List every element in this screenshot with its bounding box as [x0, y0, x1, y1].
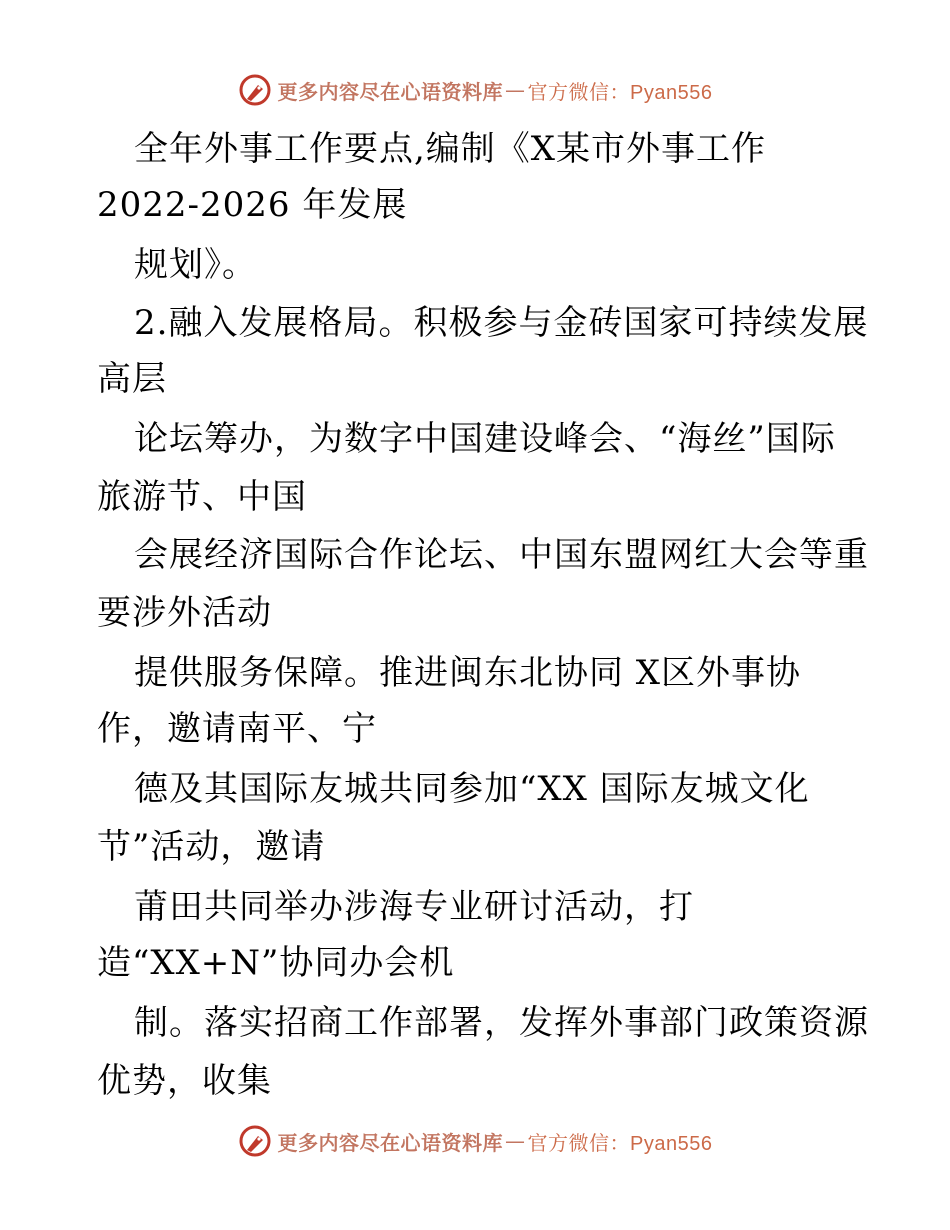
text-line: 要涉外活动	[97, 593, 272, 633]
banner-brand-text: 更多内容尽在心语资料库	[277, 1130, 504, 1155]
text-line: 旅游节、中国	[97, 477, 307, 517]
text-line: 作，邀请南平、宁	[97, 709, 377, 749]
footer-banner	[0, 1121, 950, 1161]
banner-wechat-text: 官方微信：Pyan556	[527, 1132, 713, 1155]
text-line: 莆田共同举办涉海专业研讨活动，打	[134, 887, 694, 927]
text-line: 优势，收集	[97, 1061, 272, 1101]
pen-nib-circle-icon	[238, 1124, 272, 1158]
text-line: 节”活动，邀请	[97, 827, 326, 867]
pen-nib-circle-icon	[238, 73, 272, 107]
banner-dash: —	[505, 78, 526, 102]
text-line: 论坛筹办，为数字中国建设峰会、“海丝”国际	[134, 419, 836, 459]
text-line: 德及其国际友城共同参加“XX 国际友城文化	[134, 769, 810, 809]
text-line: 制。落实招商工作部署，发挥外事部门政策资源	[134, 1003, 869, 1043]
banner-wechat-text: 官方微信：Pyan556	[527, 81, 713, 104]
text-line: 规划》。	[134, 245, 257, 285]
banner-dash: —	[505, 1129, 526, 1153]
text-line: 2022-2026 年发展	[97, 185, 408, 225]
text-line: 会展经济国际合作论坛、中国东盟网红大会等重	[134, 535, 869, 575]
header-banner	[0, 70, 950, 110]
text-line: 提供服务保障。推进闽东北协同 X区外事协	[134, 653, 802, 693]
text-line: 2.融入发展格局。积极参与金砖国家可持续发展	[134, 303, 869, 343]
text-line: 高层	[97, 359, 167, 399]
text-line: 造“XX+N”协同办会机	[97, 943, 455, 983]
banner-brand-text: 更多内容尽在心语资料库	[277, 79, 504, 104]
text-line: 全年外事工作要点,编制《X某市外事工作	[134, 129, 767, 169]
